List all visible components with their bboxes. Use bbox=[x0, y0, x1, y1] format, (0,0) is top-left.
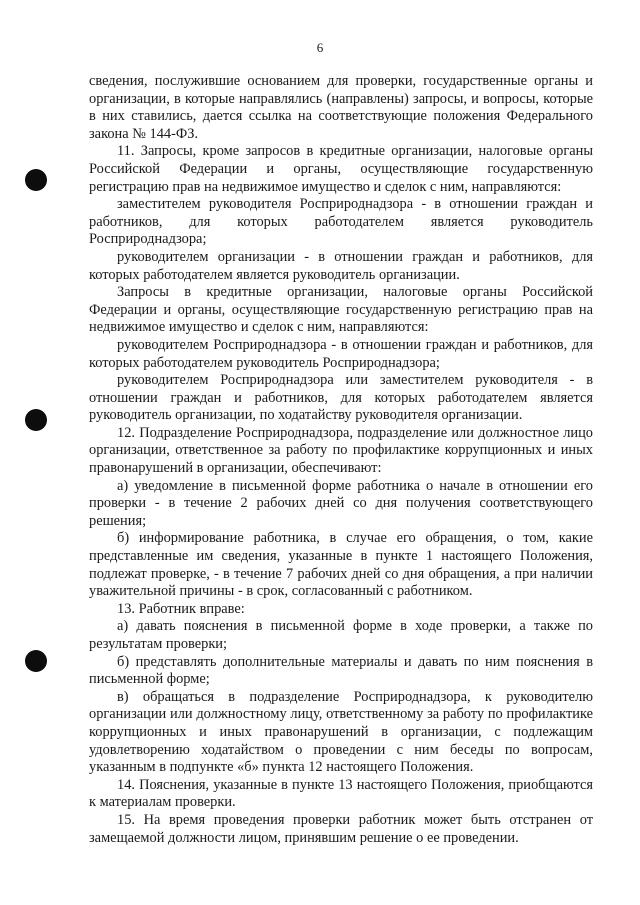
paragraph: Запросы в кредитные организации, налоговые органы Российской Федерации и органы, осуществляющие государственную регистрацию прав на недвижимое имущество и сделок с ним, направляются: bbox=[89, 284, 593, 336]
paragraph: руководителем Росприроднадзора или заместителем руководителя - в отношении граждан и работников, для которых работодателем является руководитель организации, по ходатайству руководителя организации. bbox=[89, 372, 593, 424]
paragraph: б) представлять дополнительные материалы и давать по ним пояснения в письменной форме; bbox=[89, 653, 593, 688]
paragraph-item-14: 14. Пояснения, указанные в пункте 13 настоящего Положения, приобщаются к материалам проверки. bbox=[89, 776, 593, 811]
paragraph-item-12: 12. Подразделение Росприроднадзора, подразделение или должностное лицо организации, ответственное за работу по профилактике коррупционных и иных правонарушений в организации, обеспечивают: bbox=[89, 424, 593, 477]
punch-hole bbox=[25, 409, 47, 431]
paragraph: заместителем руководителя Росприроднадзора - в отношении граждан и работников, для которых работодателем является руководитель Росприроднадзора; bbox=[89, 196, 593, 248]
paragraph-item-11: 11. Запросы, кроме запросов в кредитные организации, налоговые органы Российской Федерации и органы, осуществляющие государственную регистрацию прав на недвижимое имущество и сделок с ним, направляются: bbox=[89, 143, 593, 195]
document-body bbox=[89, 73, 593, 847]
punch-hole bbox=[25, 169, 47, 191]
paragraph-item-15: 15. На время проведения проверки работник может быть отстранен от замещаемой должности лицом, принявшим решение о ее проведении. bbox=[89, 811, 593, 846]
paragraph: б) информирование работника, в случае его обращения, о том, какие представленные им сведения, указанные в пункте 1 настоящего Положения, подлежат проверке, - в течение 7 рабочих дней со дня обращения, а при наличии уважительной причины - в срок, согласованный с работником. bbox=[89, 530, 593, 600]
paragraph: а) давать пояснения в письменной форме в ходе проверки, а также по результатам проверки; bbox=[89, 618, 593, 652]
paragraph-continuation: сведения, послужившие основанием для проверки, государственные органы и организации, в которые направлялись (направлены) запросы, и вопросы, которые в них ставились, дается ссылка на соответствующие положения Федерального закона № 144-ФЗ. bbox=[89, 73, 593, 142]
paragraph: руководителем организации - в отношении граждан и работников, для которых работодателем является руководитель организации. bbox=[89, 248, 593, 283]
paragraph: в) обращаться в подразделение Росприроднадзора, к руководителю организации или должностному лицу, ответственному за работу по профилактике коррупционных и иных правонарушений в организации, с подлежащим удовлетворению ходатайством о проведении с ним беседы по вопросам, указанным в подпункте «б» пункта 12 настоящего Положения. bbox=[89, 688, 593, 776]
page-number: 6 bbox=[316, 40, 324, 55]
paragraph: а) уведомление в письменной форме работника о начале в отношении его проверки - в течение 2 рабочих дней со дня получения соответствующего решения; bbox=[89, 477, 593, 529]
paragraph-item-13: 13. Работник вправе: bbox=[117, 600, 245, 617]
punch-hole bbox=[25, 650, 47, 672]
paragraph: руководителем Росприроднадзора - в отношении граждан и работников, для которых работодателем руководитель Росприроднадзора; bbox=[89, 336, 593, 371]
